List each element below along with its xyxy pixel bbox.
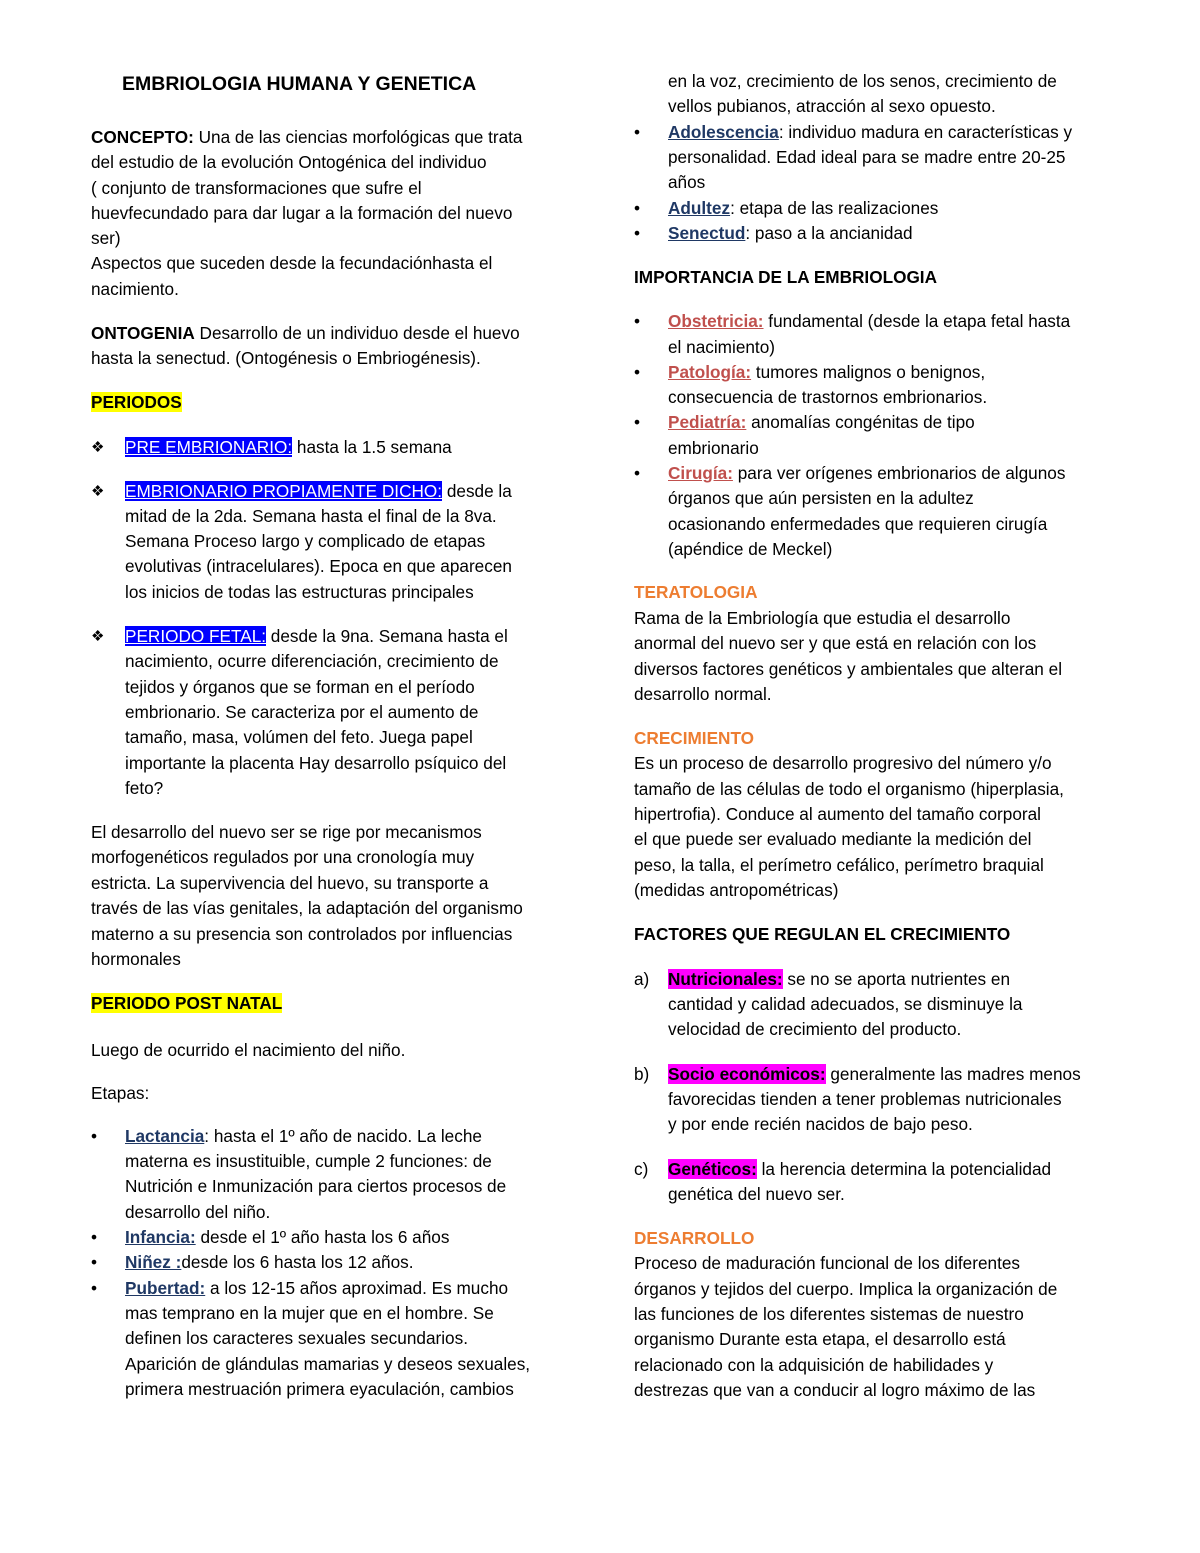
bullet-dot-icon: • <box>634 362 641 382</box>
periodo-pre-embrionario: PRE EMBRIONARIO: hasta la 1.5 semana <box>125 437 452 457</box>
factor-nutricionales-line: cantidad y calidad adecuados, se disminuye la <box>668 994 1023 1014</box>
etapa-adolescencia-line: personalidad. Edad ideal para se madre entre 20-25 <box>668 147 1066 167</box>
etapa-pubertad: Pubertad: a los 12-15 años aproximad. Es mucho <box>125 1278 509 1298</box>
etapa-adolescencia-line: años <box>668 172 706 192</box>
importancia-obstetricia: Obstetricia: fundamental (desde la etapa fetal hasta <box>668 311 1071 331</box>
periodo-embrionario-line: los inicios de todas las estructuras principales <box>125 582 474 602</box>
diamond-bullet-icon: ❖ <box>91 439 105 456</box>
page-title: EMBRIOLOGIA HUMANA Y GENETICA <box>122 73 477 95</box>
bullet-dot-icon: • <box>634 463 641 483</box>
periodo-fetal-line: importante la placenta Hay desarrollo psíquico del <box>125 753 507 773</box>
bullet-dot-icon: • <box>634 311 641 331</box>
desarrollo-paragraph-line: El desarrollo del nuevo ser se rige por mecanismos <box>91 822 482 842</box>
desarrollo-paragraph-line: través de las vías genitales, la adaptación del organismo <box>91 898 523 918</box>
periodos-heading: PERIODOS <box>91 392 182 412</box>
etapa-adolescencia: Adolescencia: individuo madura en características y <box>668 122 1073 142</box>
crecimiento-line: peso, la talla, el perímetro cefálico, perímetro braquial <box>634 855 1044 875</box>
postnatal-text: Luego de ocurrido el nacimiento del niño. <box>91 1040 406 1060</box>
desarrollo-line: las funciones de los diferentes sistemas de nuestro <box>634 1304 1024 1324</box>
importancia-cirugia: Cirugía: para ver orígenes embrionarios de algunos <box>668 463 1066 483</box>
importancia-cirugia-line: (apéndice de Meckel) <box>668 539 833 559</box>
factor-geneticos: Genéticos: la herencia determina la potencialidad <box>668 1159 1052 1179</box>
bullet-dot-icon: • <box>91 1227 98 1247</box>
periodo-fetal-line: tejidos y órganos que se forman en el período <box>125 677 475 697</box>
bullet-dot-icon: • <box>91 1252 98 1272</box>
crecimiento-line: hipertrofia). Conduce al aumento del tamaño corporal <box>634 804 1042 824</box>
concepto-label: CONCEPTO: <box>91 127 194 147</box>
crecimiento-heading: CRECIMIENTO <box>634 728 755 748</box>
postnatal-heading: PERIODO POST NATAL <box>91 993 283 1013</box>
teratologia-line: Rama de la Embriología que estudia el desarrollo <box>634 608 1011 628</box>
factor-socio-economicos-line: favorecidas tienden a tener problemas nutricionales <box>668 1089 1062 1109</box>
concepto-line: ser) <box>91 228 121 248</box>
periodo-embrionario-line: mitad de la 2da. Semana hasta el final de la 8va. <box>125 506 497 526</box>
etapa-pubertad-line: vellos pubianos, atracción al sexo opuesto. <box>668 96 996 116</box>
concepto-line: ( conjunto de transformaciones que sufre el <box>91 178 422 198</box>
ontogenia-label: ONTOGENIA <box>91 323 195 343</box>
diamond-bullet-icon: ❖ <box>91 628 105 645</box>
concepto-line: del estudio de la evolución Ontogénica del individuo <box>91 152 487 172</box>
bullet-dot-icon: • <box>634 223 641 243</box>
importancia-cirugia-line: ocasionando enfermedades que requieren cirugía <box>668 514 1048 534</box>
desarrollo-paragraph-line: morfogenéticos regulados por una cronología muy <box>91 847 475 867</box>
bullet-dot-icon: • <box>634 412 641 432</box>
importancia-obstetricia-line: el nacimiento) <box>668 337 775 357</box>
importancia-patologia-line: consecuencia de trastornos embrionarios. <box>668 387 988 407</box>
list-marker: a) <box>634 969 650 989</box>
teratologia-line: diversos factores genéticos y ambientales que alteran el <box>634 659 1063 679</box>
desarrollo-paragraph-line: hormonales <box>91 949 181 969</box>
etapas-label: Etapas: <box>91 1083 150 1103</box>
etapa-pubertad-line: mas temprano en la mujer que en el hombre. Se <box>125 1303 494 1323</box>
etapa-ninez: Niñez :desde los 6 hasta los 12 años. <box>125 1252 414 1272</box>
desarrollo-paragraph-line: materno a su presencia son controlados por influencias <box>91 924 513 944</box>
crecimiento-line: tamaño de las células de todo el organismo (hiperplasia, <box>634 779 1064 799</box>
etapa-adultez: Adultez: etapa de las realizaciones <box>668 198 939 218</box>
periodo-fetal-line: tamaño, masa, volúmen del feto. Juega papel <box>125 727 473 747</box>
etapa-lactancia-line: desarrollo del niño. <box>125 1202 271 1222</box>
periodo-fetal-line: nacimiento, ocurre diferenciación, crecimiento de <box>125 651 499 671</box>
periodo-fetal-line: embrionario. Se caracteriza por el aumento de <box>125 702 479 722</box>
etapa-infancia: Infancia: desde el 1º año hasta los 6 años <box>125 1227 450 1247</box>
ontogenia-line: ONTOGENIA Desarrollo de un individuo desde el huevo <box>91 323 520 343</box>
etapa-pubertad-line: definen los caracteres sexuales secundarios. <box>125 1328 468 1348</box>
concepto-line: huevfecundado para dar lugar a la formación del nuevo <box>91 203 513 223</box>
aspectos-line: nacimiento. <box>91 279 179 299</box>
factor-socio-economicos-line: y por ende recién nacidos de bajo peso. <box>668 1114 973 1134</box>
desarrollo-paragraph-line: estricta. La supervivencia del huevo, su transporte a <box>91 873 489 893</box>
factor-nutricionales-line: velocidad de crecimiento del producto. <box>668 1019 962 1039</box>
importancia-pediatria: Pediatría: anomalías congénitas de tipo <box>668 412 975 432</box>
crecimiento-line: (medidas antropométricas) <box>634 880 839 900</box>
bullet-dot-icon: • <box>634 122 641 142</box>
importancia-patologia: Patología: tumores malignos o benignos, <box>668 362 986 382</box>
factor-nutricionales: Nutricionales: se no se aporta nutrientes en <box>668 969 1011 989</box>
desarrollo-line: relacionado con la adquisición de habilidades y <box>634 1355 994 1375</box>
importancia-pediatria-line: embrionario <box>668 438 759 458</box>
etapa-lactancia: Lactancia: hasta el 1º año de nacido. La leche <box>125 1126 482 1146</box>
etapa-senectud: Senectud: paso a la ancianidad <box>668 223 913 243</box>
bullet-dot-icon: • <box>634 198 641 218</box>
etapa-pubertad-line: Aparición de glándulas mamarias y deseos sexuales, <box>125 1354 531 1374</box>
crecimiento-line: Es un proceso de desarrollo progresivo del número y/o <box>634 753 1052 773</box>
desarrollo-line: destrezas que van a conducir al logro máximo de las <box>634 1380 1036 1400</box>
etapa-pubertad-line: primera mestruación primera eyaculación, cambios <box>125 1379 514 1399</box>
teratologia-heading: TERATOLOGIA <box>634 582 758 602</box>
list-marker: c) <box>634 1159 649 1179</box>
desarrollo-line: órganos y tejidos del cuerpo. Implica la organización de <box>634 1279 1058 1299</box>
diamond-bullet-icon: ❖ <box>91 483 105 500</box>
periodo-embrionario-line: evolutivas (intracelulares). Epoca en que aparecen <box>125 556 512 576</box>
etapa-pubertad-line: en la voz, crecimiento de los senos, crecimiento de <box>668 71 1057 91</box>
aspectos-line: Aspectos que suceden desde la fecundaciónhasta el <box>91 253 493 273</box>
etapa-lactancia-line: Nutrición e Inmunización para ciertos procesos de <box>125 1176 507 1196</box>
desarrollo-line: organismo Durante esta etapa, el desarrollo está <box>634 1329 1006 1349</box>
bullet-dot-icon: • <box>91 1126 98 1146</box>
crecimiento-line: el que puede ser evaluado mediante la medición del <box>634 829 1032 849</box>
bullet-dot-icon: • <box>91 1278 98 1298</box>
periodo-embrionario: EMBRIONARIO PROPIAMENTE DICHO: desde la <box>125 481 512 501</box>
etapa-lactancia-line: materna es insustituible, cumple 2 funciones: de <box>125 1151 492 1171</box>
teratologia-line: anormal del nuevo ser y que está en relación con los <box>634 633 1037 653</box>
periodo-fetal: PERIODO FETAL: desde la 9na. Semana hasta el <box>125 626 508 646</box>
ontogenia-line: hasta la senectud. (Ontogénesis o Embriogénesis). <box>91 348 481 368</box>
factores-heading: FACTORES QUE REGULAN EL CRECIMIENTO <box>634 924 1011 944</box>
factor-socio-economicos: Socio económicos: generalmente las madres menos <box>668 1064 1081 1084</box>
concepto-line: CONCEPTO: Una de las ciencias morfológicas que trata <box>91 127 523 147</box>
periodo-embrionario-line: Semana Proceso largo y complicado de etapas <box>125 531 486 551</box>
importancia-cirugia-line: órganos que aún persisten en la adultez <box>668 488 974 508</box>
desarrollo-heading: DESARROLLO <box>634 1228 755 1248</box>
desarrollo-line: Proceso de maduración funcional de los diferentes <box>634 1253 1020 1273</box>
factor-geneticos-line: genética del nuevo ser. <box>668 1184 845 1204</box>
list-marker: b) <box>634 1064 650 1084</box>
teratologia-line: desarrollo normal. <box>634 684 772 704</box>
periodo-fetal-line: feto? <box>125 778 164 798</box>
importancia-heading: IMPORTANCIA DE LA EMBRIOLOGIA <box>634 267 937 287</box>
